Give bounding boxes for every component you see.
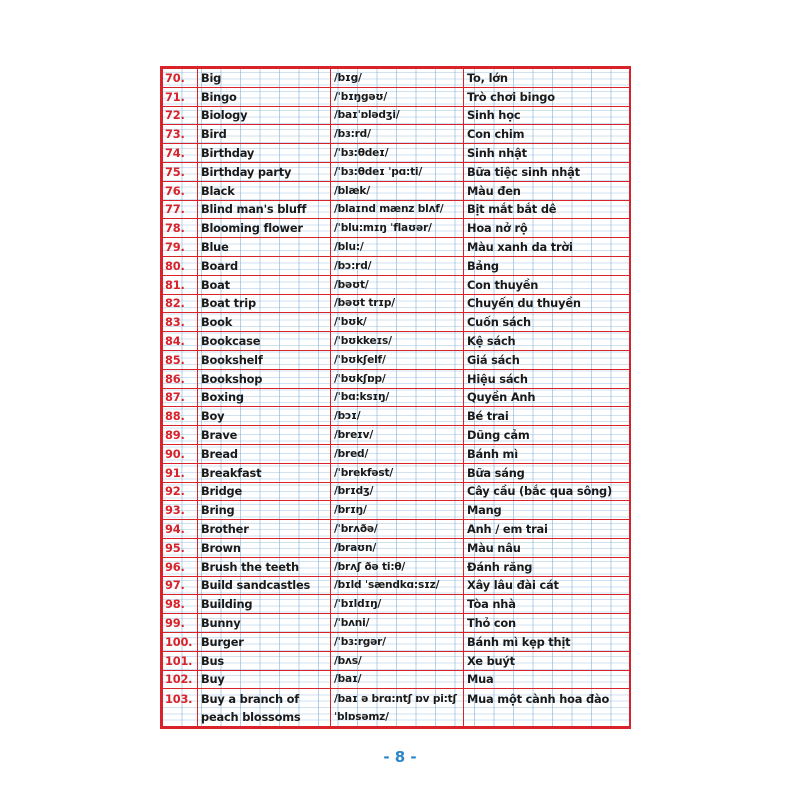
entry-meaning: Màu đen (464, 181, 630, 200)
table-row (163, 651, 630, 670)
entry-pronunciation: /ˈbrekfəst/ (331, 463, 464, 482)
entry-number: 87. (163, 388, 198, 407)
table-row (163, 332, 630, 351)
entry-meaning: Con thuyền (464, 275, 630, 294)
entry-pronunciation: /blæk/ (331, 181, 464, 200)
entry-pronunciation: /bɔ:rd/ (331, 256, 464, 275)
entry-word: Boy (198, 407, 331, 426)
entry-number: 84. (163, 332, 198, 351)
entry-meaning: Anh / em trai (464, 520, 630, 539)
entry-pronunciation: /blu:/ (331, 238, 464, 257)
entry-number: 77. (163, 200, 198, 219)
entry-pronunciation: /baɪ ə brɑ:ntʃ ɒv pi:tʃ ˈblɒsəmz/ (331, 689, 464, 727)
entry-number: 90. (163, 444, 198, 463)
entry-word: Birthday (198, 144, 331, 163)
entry-number: 88. (163, 407, 198, 426)
entry-meaning: Bịt mắt bắt dê (464, 200, 630, 219)
entry-word: Bread (198, 444, 331, 463)
entry-number: 71. (163, 87, 198, 106)
table-row (163, 407, 630, 426)
entry-meaning: Thỏ con (464, 614, 630, 633)
entry-word: Birthday party (198, 162, 331, 181)
entry-meaning: Đánh răng (464, 557, 630, 576)
table-row (163, 444, 630, 463)
vocabulary-table (162, 68, 630, 727)
entry-number: 85. (163, 350, 198, 369)
entry-number: 76. (163, 181, 198, 200)
entry-word: Brave (198, 426, 331, 445)
page-number: - 8 - (383, 748, 417, 766)
table-row (163, 670, 630, 689)
table-row (163, 200, 630, 219)
entry-pronunciation: /ˈbʊkʃɒp/ (331, 369, 464, 388)
entry-pronunciation: /ˈbʊkkeɪs/ (331, 332, 464, 351)
entry-meaning: Chuyến du thuyền (464, 294, 630, 313)
entry-pronunciation: /bɪg/ (331, 69, 464, 88)
entry-number: 94. (163, 520, 198, 539)
table-row (163, 350, 630, 369)
entry-word: Bring (198, 501, 331, 520)
entry-number: 86. (163, 369, 198, 388)
entry-word: Bookshop (198, 369, 331, 388)
entry-meaning: Kệ sách (464, 332, 630, 351)
entry-number: 83. (163, 313, 198, 332)
table-row (163, 275, 630, 294)
entry-word: Blind man's bluff (198, 200, 331, 219)
vocabulary-sheet (160, 66, 631, 729)
entry-meaning: Hiệu sách (464, 369, 630, 388)
entry-number: 92. (163, 482, 198, 501)
entry-pronunciation: /bɪld ˈsændkɑ:sɪz/ (331, 576, 464, 595)
entry-word: Brother (198, 520, 331, 539)
entry-meaning: To, lớn (464, 69, 630, 88)
entry-meaning: Tòa nhà (464, 595, 630, 614)
entry-pronunciation: /bʌs/ (331, 651, 464, 670)
entry-meaning: Bảng (464, 256, 630, 275)
entry-pronunciation: /ˈbɜ:θdeɪ ˈpɑ:ti/ (331, 162, 464, 181)
table-row (163, 256, 630, 275)
table-row (163, 632, 630, 651)
entry-word: Boat (198, 275, 331, 294)
entry-word: Burger (198, 632, 331, 651)
table-row (163, 238, 630, 257)
entry-pronunciation: /blaɪnd mænz blʌf/ (331, 200, 464, 219)
entry-meaning: Cuốn sách (464, 313, 630, 332)
entry-pronunciation: /bəʊt trɪp/ (331, 294, 464, 313)
table-row (163, 106, 630, 125)
table-row (163, 125, 630, 144)
table-row (163, 576, 630, 595)
entry-number: 75. (163, 162, 198, 181)
entry-meaning: Xe buýt (464, 651, 630, 670)
entry-meaning: Bữa sáng (464, 463, 630, 482)
entry-pronunciation: /brɪdʒ/ (331, 482, 464, 501)
table-row (163, 294, 630, 313)
entry-word: Big (198, 69, 331, 88)
entry-word: Bus (198, 651, 331, 670)
entry-meaning: Giá sách (464, 350, 630, 369)
entry-number: 99. (163, 614, 198, 633)
entry-word: Boxing (198, 388, 331, 407)
entry-number: 98. (163, 595, 198, 614)
table-row (163, 689, 630, 727)
entry-word: Boat trip (198, 294, 331, 313)
entry-number: 72. (163, 106, 198, 125)
entry-number: 102. (163, 670, 198, 689)
entry-pronunciation: /baɪˈɒlədʒi/ (331, 106, 464, 125)
entry-word: Black (198, 181, 331, 200)
entry-word: Breakfast (198, 463, 331, 482)
entry-number: 95. (163, 538, 198, 557)
entry-word: Bookcase (198, 332, 331, 351)
entry-pronunciation: /breɪv/ (331, 426, 464, 445)
entry-word: Buy (198, 670, 331, 689)
entry-number: 103. (163, 689, 198, 727)
entry-word: Brown (198, 538, 331, 557)
entry-meaning: Sinh học (464, 106, 630, 125)
entry-meaning: Bé trai (464, 407, 630, 426)
entry-pronunciation: /bred/ (331, 444, 464, 463)
entry-pronunciation: /ˈblu:mɪŋ ˈflaʊər/ (331, 219, 464, 238)
table-row (163, 369, 630, 388)
entry-word: Blue (198, 238, 331, 257)
entry-number: 89. (163, 426, 198, 445)
table-row (163, 557, 630, 576)
entry-word: Blooming flower (198, 219, 331, 238)
entry-meaning: Màu xanh da trời (464, 238, 630, 257)
entry-pronunciation: /ˈbʊkʃelf/ (331, 350, 464, 369)
table-row (163, 181, 630, 200)
table-row (163, 313, 630, 332)
entry-pronunciation: /ˈbɪldɪŋ/ (331, 595, 464, 614)
entry-meaning: Quyền Anh (464, 388, 630, 407)
table-row (163, 426, 630, 445)
entry-number: 70. (163, 69, 198, 88)
entry-word: Bingo (198, 87, 331, 106)
entry-number: 101. (163, 651, 198, 670)
entry-word: Board (198, 256, 331, 275)
table-row (163, 87, 630, 106)
entry-word: Book (198, 313, 331, 332)
entry-number: 80. (163, 256, 198, 275)
table-row (163, 388, 630, 407)
table-row (163, 69, 630, 88)
entry-word: Building (198, 595, 331, 614)
table-row (163, 219, 630, 238)
entry-number: 74. (163, 144, 198, 163)
entry-number: 81. (163, 275, 198, 294)
entry-pronunciation: /ˈbɜ:θdeɪ/ (331, 144, 464, 163)
entry-number: 78. (163, 219, 198, 238)
entry-meaning: Mua một cành hoa đào (464, 689, 630, 727)
entry-number: 91. (163, 463, 198, 482)
table-row (163, 520, 630, 539)
entry-word: Buy a branch of peach blossoms (198, 689, 331, 727)
entry-word: Biology (198, 106, 331, 125)
entry-number: 82. (163, 294, 198, 313)
entry-meaning: Mua (464, 670, 630, 689)
entry-meaning: Bữa tiệc sinh nhật (464, 162, 630, 181)
entry-meaning: Con chim (464, 125, 630, 144)
entry-meaning: Dũng cảm (464, 426, 630, 445)
entry-pronunciation: /brɪŋ/ (331, 501, 464, 520)
entry-word: Brush the teeth (198, 557, 331, 576)
entry-pronunciation: /ˈbɪŋgəʊ/ (331, 87, 464, 106)
entry-pronunciation: /bɔɪ/ (331, 407, 464, 426)
entry-word: Bird (198, 125, 331, 144)
entry-word: Bunny (198, 614, 331, 633)
entry-number: 100. (163, 632, 198, 651)
entry-number: 96. (163, 557, 198, 576)
entry-meaning: Bánh mì (464, 444, 630, 463)
entry-pronunciation: /brʌʃ ðə ti:θ/ (331, 557, 464, 576)
entry-meaning: Màu nâu (464, 538, 630, 557)
entry-word: Bookshelf (198, 350, 331, 369)
table-row (163, 614, 630, 633)
vocabulary-rows (163, 69, 630, 727)
table-row (163, 538, 630, 557)
entry-meaning: Bánh mì kẹp thịt (464, 632, 630, 651)
entry-meaning: Hoa nở rộ (464, 219, 630, 238)
entry-pronunciation: /braʊn/ (331, 538, 464, 557)
table-row (163, 482, 630, 501)
table-row (163, 595, 630, 614)
entry-number: 79. (163, 238, 198, 257)
entry-pronunciation: /ˈbʌni/ (331, 614, 464, 633)
table-row (163, 501, 630, 520)
entry-meaning: Sinh nhật (464, 144, 630, 163)
entry-word: Build sandcastles (198, 576, 331, 595)
table-row (163, 144, 630, 163)
entry-pronunciation: /baɪ/ (331, 670, 464, 689)
table-row (163, 162, 630, 181)
entry-meaning: Cây cầu (bắc qua sông) (464, 482, 630, 501)
entry-pronunciation: /ˈbʊk/ (331, 313, 464, 332)
entry-meaning: Xây lâu đài cát (464, 576, 630, 595)
table-row (163, 463, 630, 482)
entry-pronunciation: /bɜ:rd/ (331, 125, 464, 144)
entry-pronunciation: /ˈbɑ:ksɪŋ/ (331, 388, 464, 407)
entry-word: Bridge (198, 482, 331, 501)
entry-pronunciation: /bəʊt/ (331, 275, 464, 294)
entry-number: 97. (163, 576, 198, 595)
entry-meaning: Mang (464, 501, 630, 520)
entry-pronunciation: /ˈbrʌðə/ (331, 520, 464, 539)
entry-meaning: Trò chơi bingo (464, 87, 630, 106)
entry-number: 93. (163, 501, 198, 520)
entry-pronunciation: /ˈbɜ:rgər/ (331, 632, 464, 651)
entry-number: 73. (163, 125, 198, 144)
